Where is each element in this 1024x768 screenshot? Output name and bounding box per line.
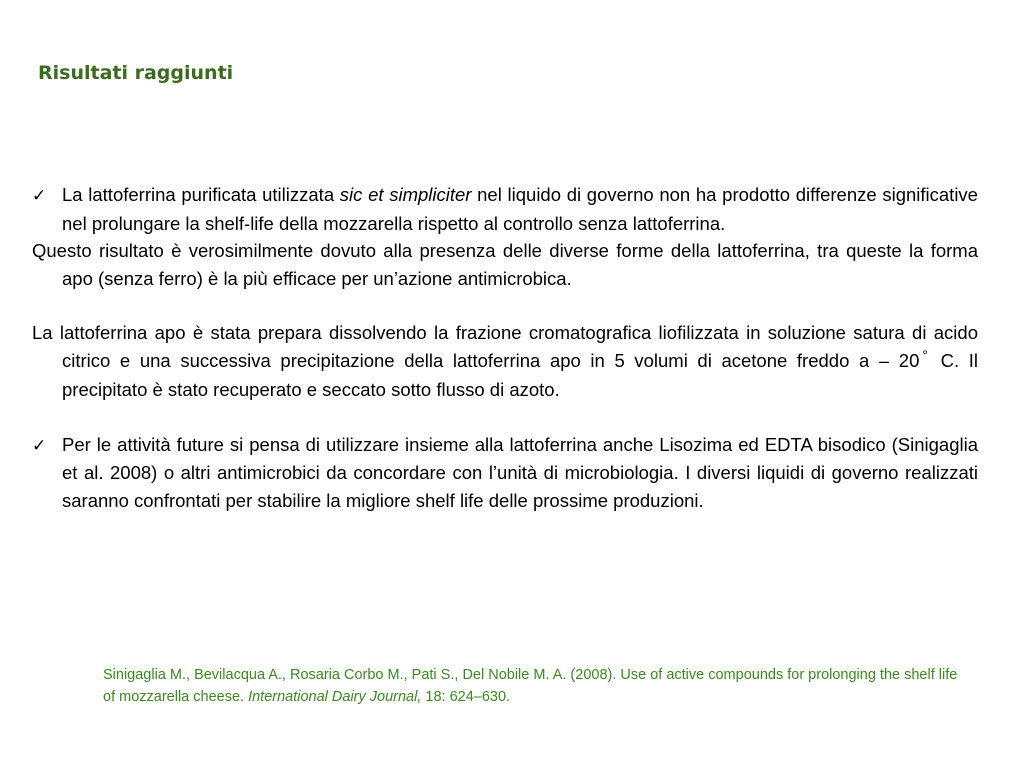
p1-text-after: nel liquido di governo non ha prodotto differenze significative nel prolungare la shelf-life della mozzarella rispetto al controllo senza lattoferrina.: [62, 184, 978, 234]
bibliographic-reference: [103, 665, 963, 708]
paragraph-method: [32, 319, 978, 404]
p4-text: Per le attività future si pensa di utilizzare insieme alla lattoferrina anche Lisozima ed EDTA bisodico (Sinigaglia et al. 2008) o altri antimicrobici da concordare con l’unità di microbiologia. I diversi liquidi di governo realizzati saranno confrontati per stabilire la migliore shelf life delle prossime produzioni.: [62, 433, 978, 511]
p3-text-after: C. Il precipitato è stato recuperato e seccato sotto flusso di azoto.: [62, 349, 978, 400]
paragraph-future-activities: [32, 431, 978, 515]
p1-italic-phrase: sic et simpliciter: [339, 184, 472, 205]
checkmark-icon: ✓: [32, 435, 47, 455]
checkmark-icon: ✓: [32, 186, 47, 205]
slide-body: [32, 181, 978, 514]
paragraph-lattoferrina-result: [32, 181, 978, 237]
reference-authors-title: Sinigaglia M., Bevilacqua A., Rosaria Corbo M., Pati S., Del Nobile M. A. (2008). Use of active compounds for prolonging the shelf life of mozzarella cheese.: [103, 667, 958, 705]
reference-journal: International Dairy Journal,: [248, 688, 422, 705]
p1-text-before: La lattoferrina purificata utilizzata: [62, 184, 340, 205]
slide-title: Risultati raggiunti: [38, 62, 234, 84]
p3-text-before: La lattoferrina apo è stata prepara dissolvendo la frazione cromatografica liofilizzata in soluzione satura di acido citrico e una successiva precipitazione della lattoferrina apo in 5 volumi di acetone freddo a – 20: [32, 322, 978, 371]
degree-symbol: °: [922, 346, 928, 363]
reference-volume-pages: 18: 624–630.: [421, 688, 511, 705]
paragraph-explanation: Questo risultato è verosimilmente dovuto alla presenza delle diverse forme della lattoferrina, tra queste la forma apo (senza ferro) è la più efficace per un’azione antimicrobica.: [32, 240, 978, 289]
